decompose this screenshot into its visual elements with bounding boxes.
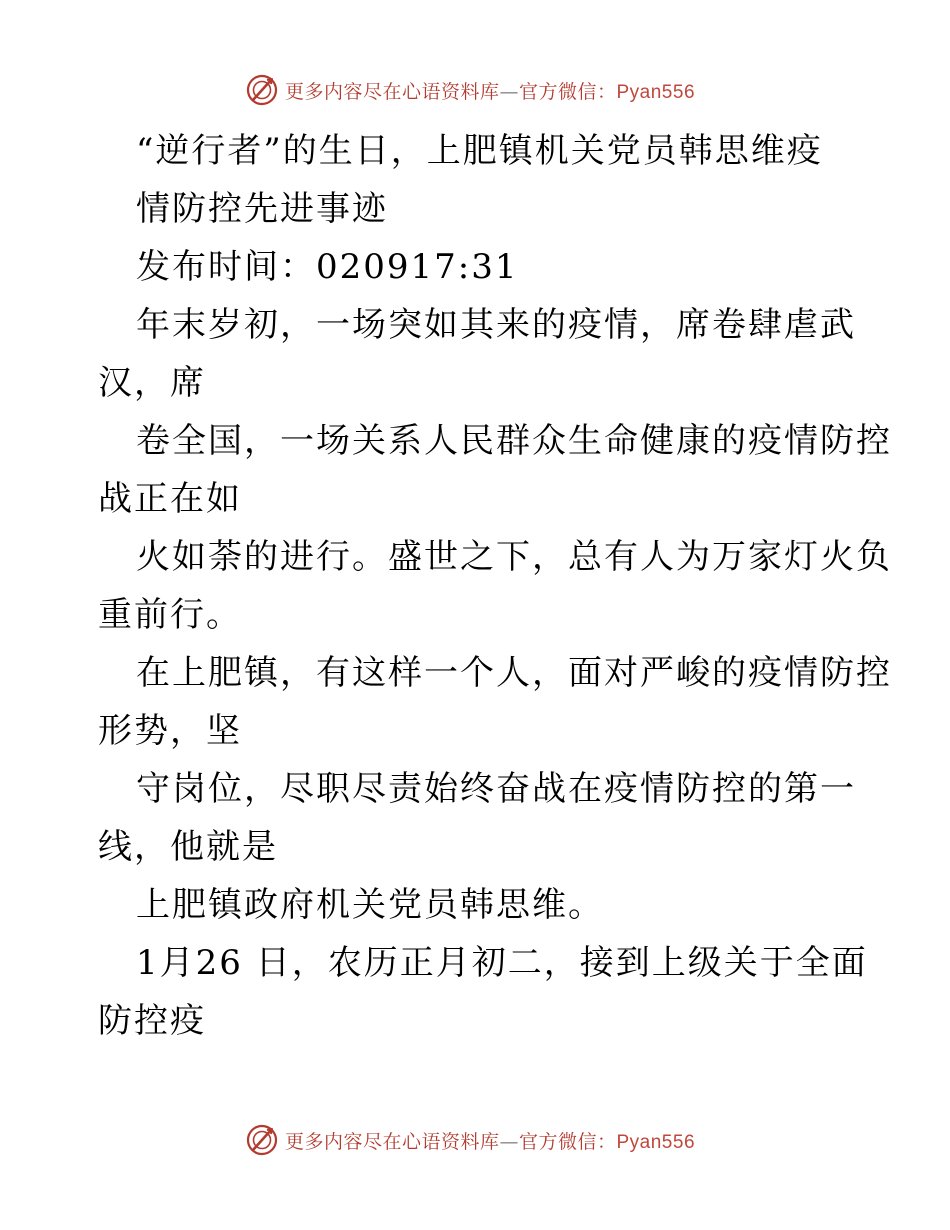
paragraph-line: 线，他就是 <box>98 827 278 867</box>
paragraph-line: 上肥镇政府机关党员韩思维。 <box>136 885 604 925</box>
brand-logo-icon <box>245 73 279 107</box>
header-banner-inner <box>245 73 695 107</box>
header-banner <box>0 70 950 110</box>
paragraph-line: 卷全国，一场关系人民群众生命健康的疫情防控 <box>136 421 892 461</box>
banner-separator: — <box>499 1130 519 1153</box>
footer-banner-text <box>285 1127 695 1154</box>
wechat-handle: Pyan556 <box>616 81 696 103</box>
paragraph-line: 在上肥镇，有这样一个人，面对严峻的疫情防控 <box>136 653 892 693</box>
banner-separator: — <box>499 80 519 103</box>
brand-text: 更多内容尽在心语资料库 <box>284 80 500 103</box>
paragraph-line: 防控疫 <box>98 1001 206 1041</box>
footer-banner <box>0 1120 950 1160</box>
wechat-handle: Pyan556 <box>616 1131 696 1153</box>
header-banner-text <box>285 77 695 104</box>
footer-banner-inner <box>245 1123 695 1157</box>
wechat-label: 官方微信： <box>518 80 617 103</box>
paragraph-line: 形势，坚 <box>98 711 242 751</box>
article-title-line-1: “逆行者”的生日，上肥镇机关党员韩思维疫 <box>136 131 823 171</box>
paragraph-line: 火如荼的进行。盛世之下，总有人为万家灯火负 <box>136 537 892 577</box>
article-title-line-2: 情防控先进事迹 <box>136 189 388 229</box>
paragraph-line: 年末岁初，一场突如其来的疫情，席卷肆虐武 <box>136 305 856 345</box>
brand-logo-icon <box>245 1123 279 1157</box>
paragraph-line: 重前行。 <box>98 595 242 635</box>
paragraph-line: 守岗位，尽职尽责始终奋战在疫情防控的第一 <box>136 769 856 809</box>
brand-text: 更多内容尽在心语资料库 <box>284 1130 500 1153</box>
wechat-label: 官方微信： <box>518 1130 617 1153</box>
paragraph-line: 战正在如 <box>98 479 242 519</box>
document-body <box>98 122 892 1050</box>
paragraph-line: 1月26 日，农历正月初二，接到上级关于全面 <box>136 943 868 983</box>
paragraph-line: 汉，席 <box>98 363 206 403</box>
publish-time: 发布时间：020917:31 <box>136 247 519 287</box>
